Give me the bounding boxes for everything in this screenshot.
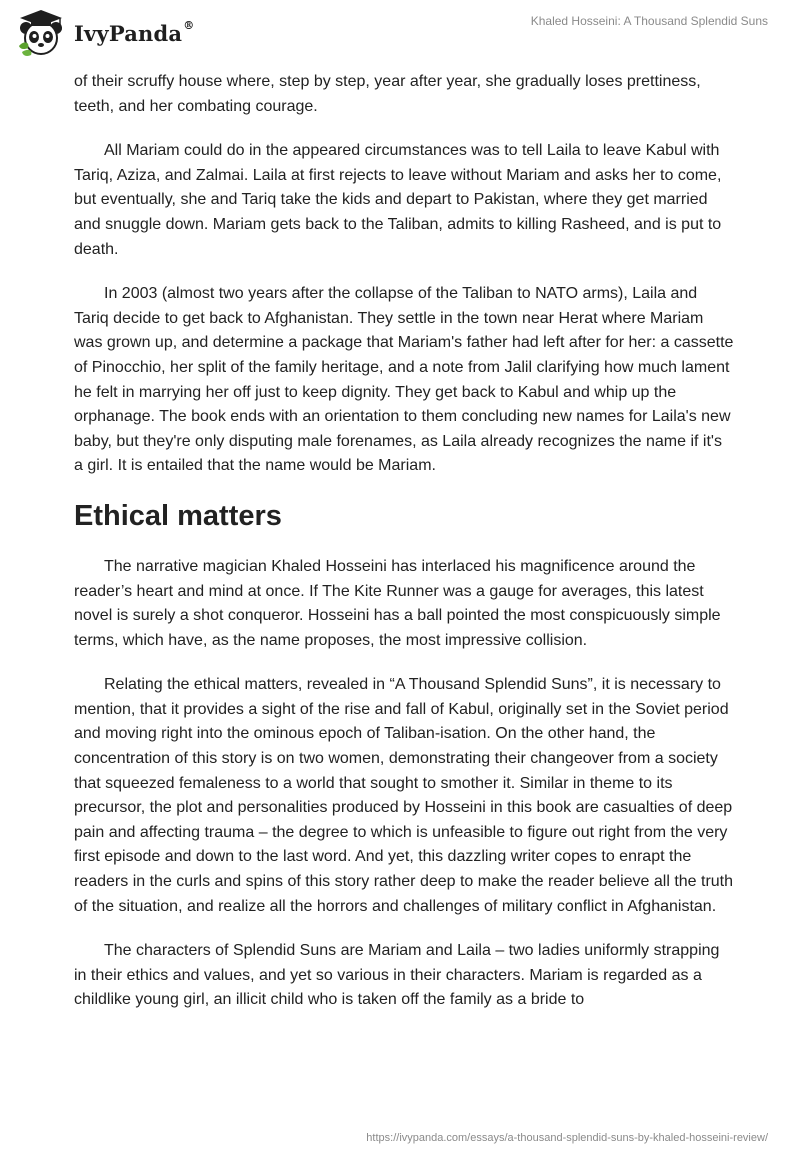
- paragraph-continuation: of their scruffy house where, step by step, year after year, she gradually loses prettiness, teeth, and her combating courage.: [74, 73, 701, 115]
- panda-graduate-icon: [16, 8, 66, 58]
- paragraph: In 2003 (almost two years after the collapse of the Taliban to NATO arms), Laila and Tariq decide to get back to Afghanistan. They settle in the town near Herat where Mariam was grown up, and determine a package that Mariam's father had left after for her: a cassette of Pinocchio, her split of the family heritage, and a note from Jalil clarifying how much lament he felt in marrying her off just to keep dignity. They get back to Kabul and whip up the orphanage. The book ends with an orientation to them concluding new names for Laila's new baby, but they're only disputing male forenames, as Laila already recognizes the name if it's a girl. It is entailed that the name would be Mariam.: [74, 285, 734, 475]
- registered-mark: ®: [183, 18, 195, 32]
- paragraph: The characters of Splendid Suns are Mariam and Laila – two ladies uniformly strapping in their ethics and values, and yet so various in their characters. Mariam is regarded as a childlike young girl, an illicit child who is taken off the family as a bride to: [74, 942, 720, 1009]
- paragraph: All Mariam could do in the appeared circumstances was to tell Laila to leave Kabul with Tariq, Aziza, and Zalmai. Laila at first rejects to leave without Mariam and asks her to come, but eventually, she and Tariq take the kids and depart to Pakistan, where they get married and snuggle down. Mariam gets back to the Taliban, admits to killing Rasheed, and is put to death.: [74, 142, 722, 258]
- essay-body: [74, 70, 734, 1033]
- paragraph: The narrative magician Khaled Hosseini has interlaced his magnificence around the reader’s heart and mind at once. If The Kite Runner was a gauge for averages, this latest novel is surely a shot conqueror. Hosseini has a ball pointed the most conspicuously simple terms, which have, as the name proposes, the most impressive collision.: [74, 557, 721, 649]
- page-header: [0, 0, 800, 70]
- document-title: Khaled Hosseini: A Thousand Splendid Suns: [530, 14, 768, 28]
- brand-logo[interactable]: [16, 8, 194, 58]
- source-url[interactable]: https://ivypanda.com/essays/a-thousand-splendid-suns-by-khaled-hosseini-review/: [366, 1132, 768, 1144]
- paragraph: Relating the ethical matters, revealed in “A Thousand Splendid Suns”, it is necessary to mention, that it provides a sight of the rise and fall of Kabul, originally set in the Soviet period and moving right into the ominous epoch of Taliban-isation. On the other hand, the concentration of this story is on two women, demonstrating their changeover from a society that squeezed femaleness to a world that sought to smother it. Similar in theme to its precursor, the plot and personalities produced by Hosseini in this book are casualties of deep pain and affecting trauma – the degree to which is unfeasible to figure out right from the very first episode and down to the last word. And yet, this dazzling writer copes to enrapt the readers in the curls and spins of this story rather deep to make the reader believe all the truth of the situation, and realize all the horrors and challenges of military conflict in Afghanistan.: [74, 676, 734, 915]
- section-heading: Ethical matters: [74, 499, 282, 532]
- brand-name: IvyPanda®: [74, 18, 195, 46]
